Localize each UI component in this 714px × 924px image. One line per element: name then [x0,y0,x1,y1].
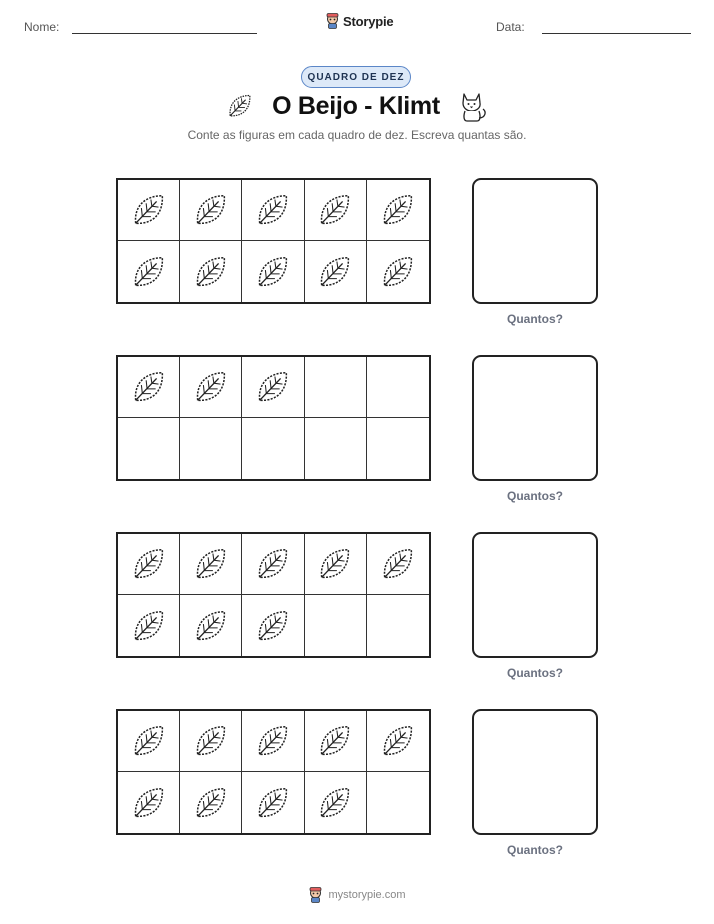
leaf-icon [316,253,354,291]
title-row [0,90,714,122]
leaf-icon [192,784,230,822]
brand-name: Storypie [343,13,394,29]
leaf-icon [254,368,292,406]
ten-frame-2 [116,355,431,481]
ten-frame-4 [116,709,431,835]
leaf-icon [192,722,230,760]
leaf-icon [379,722,417,760]
ten-frame-3 [116,532,431,658]
footer [0,887,714,903]
frame-cell [118,595,180,656]
frame-cell [367,357,429,418]
frame-cell [180,180,242,241]
leaf-icon [316,191,354,229]
frame-cell [367,711,429,772]
brand-logo [325,13,393,29]
leaf-icon [254,607,292,645]
frame-cell [118,418,180,479]
answer-box-3[interactable] [472,532,598,658]
frame-cell [305,711,367,772]
leaf-icon [130,368,168,406]
name-line[interactable] [72,33,257,34]
worksheet-type-badge: QUADRO DE DEZ [301,66,411,88]
frame-cell [367,418,429,479]
answer-box-2[interactable] [472,355,598,481]
frame-cell [367,772,429,833]
date-line[interactable] [542,33,691,34]
frame-cell [180,772,242,833]
leaf-icon [226,92,254,120]
frame-cell [242,357,304,418]
leaf-icon [130,253,168,291]
answer-box-4[interactable] [472,709,598,835]
frame-cell [242,534,304,595]
frame-cell [367,241,429,302]
leaf-icon [130,191,168,229]
leaf-icon [192,607,230,645]
frame-cell [180,595,242,656]
storypie-mascot-icon [308,887,323,903]
answer-label-4: Quantos? [507,843,563,857]
answer-label-1: Quantos? [507,312,563,326]
leaf-icon [316,722,354,760]
leaf-icon [130,607,168,645]
leaf-icon [254,722,292,760]
frame-cell [180,534,242,595]
frame-cell [367,180,429,241]
frame-cell [367,534,429,595]
frame-cell [305,534,367,595]
leaf-icon [130,545,168,583]
page-title: O Beijo - Klimt [272,91,440,120]
footer-url: mystorypie.com [328,889,406,901]
leaf-icon [254,253,292,291]
instructions: Conte as figuras em cada quadro de dez. Escreva quantas são. [187,128,527,142]
leaf-icon [192,191,230,229]
cat-icon [458,90,488,122]
leaf-icon [379,191,417,229]
frame-cell [180,711,242,772]
frame-cell [118,357,180,418]
frame-cell [118,534,180,595]
storypie-mascot-icon [325,13,340,29]
frame-cell [242,241,304,302]
frame-cell [242,711,304,772]
leaf-icon [316,784,354,822]
frame-cell [242,595,304,656]
ten-frame-1 [116,178,431,304]
frame-cell [118,241,180,302]
frame-cell [180,241,242,302]
frame-cell [180,418,242,479]
frame-cell [305,772,367,833]
leaf-icon [130,722,168,760]
frame-cell [305,241,367,302]
leaf-icon [130,784,168,822]
answer-box-1[interactable] [472,178,598,304]
frame-cell [367,595,429,656]
answer-label-3: Quantos? [507,666,563,680]
frame-cell [305,595,367,656]
frame-cell [180,357,242,418]
frame-cell [305,180,367,241]
frame-cell [118,711,180,772]
frame-cell [242,418,304,479]
leaf-icon [192,253,230,291]
frame-cell [242,180,304,241]
frame-cell [118,772,180,833]
frame-cell [118,180,180,241]
leaf-icon [254,784,292,822]
answer-label-2: Quantos? [507,489,563,503]
leaf-icon [379,253,417,291]
leaf-icon [254,191,292,229]
frame-cell [305,418,367,479]
leaf-icon [192,368,230,406]
leaf-icon [379,545,417,583]
leaf-icon [316,545,354,583]
date-label: Data: [496,20,525,34]
name-label: Nome: [24,20,60,34]
leaf-icon [192,545,230,583]
frame-cell [305,357,367,418]
leaf-icon [254,545,292,583]
frame-cell [242,772,304,833]
